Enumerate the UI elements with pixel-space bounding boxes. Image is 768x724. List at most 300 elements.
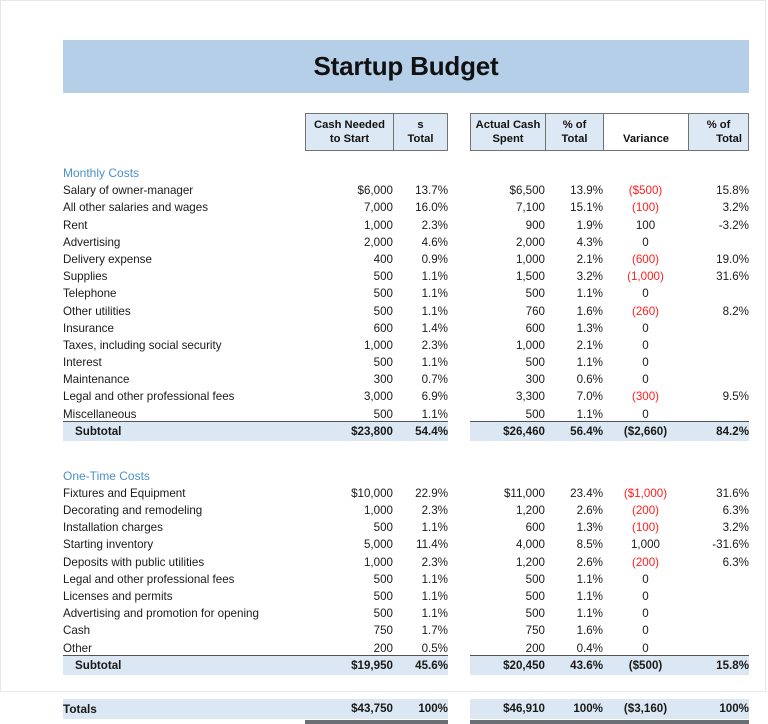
totals-row bbox=[63, 699, 749, 719]
subtotal-pct-total: 54.4% bbox=[393, 421, 448, 441]
spacer-cell bbox=[545, 153, 603, 162]
cell-cash-needed: $6,000 bbox=[357, 184, 393, 198]
spacer-cell bbox=[688, 675, 749, 699]
header-gap-spacer bbox=[448, 113, 470, 153]
table-row bbox=[63, 637, 749, 655]
column-header-1 bbox=[305, 113, 393, 151]
spacer-cell bbox=[63, 153, 305, 162]
column-header-r1 bbox=[470, 113, 545, 151]
table-row bbox=[63, 569, 749, 586]
section-gap-row bbox=[63, 441, 749, 465]
cell-cash-needed: 200 bbox=[373, 641, 393, 655]
cell-cash-needed: 400 bbox=[373, 252, 393, 266]
cell-cash-needed: 3,000 bbox=[363, 390, 393, 404]
section-title: One-Time Costs bbox=[63, 468, 150, 483]
spacer-cell bbox=[305, 675, 393, 699]
header-gap-row bbox=[63, 153, 749, 162]
row-label: Decorating and remodeling bbox=[63, 504, 203, 517]
cell-cash-needed: 1,000 bbox=[363, 218, 393, 232]
spacer-cell bbox=[393, 675, 448, 699]
table-row bbox=[63, 318, 749, 335]
cell-variance-pct bbox=[688, 603, 749, 620]
cell-actual-spent: 750 bbox=[525, 624, 545, 638]
cell-actual-spent: 500 bbox=[525, 287, 545, 301]
cell-variance: 0 bbox=[642, 338, 649, 352]
cell-actual-spent: 1,000 bbox=[515, 338, 545, 352]
gap-cell bbox=[448, 517, 470, 534]
row-label: Legal and other professional fees bbox=[63, 572, 235, 586]
cell-variance: 0 bbox=[642, 235, 649, 249]
cell-actual-pct: 1.1% bbox=[576, 356, 603, 370]
subtotal-label: Subtotal bbox=[63, 655, 305, 675]
subtotal-actual-spent: $26,460 bbox=[470, 421, 545, 441]
cell-variance: 100 bbox=[635, 218, 656, 232]
cell-actual-pct: 2.6% bbox=[576, 555, 603, 569]
cell-pct-total: 1.1% bbox=[421, 589, 448, 603]
cell-variance: 1,000 bbox=[630, 538, 660, 552]
rule bbox=[393, 720, 448, 724]
rule bbox=[545, 720, 603, 724]
gap-cell bbox=[448, 232, 470, 249]
header-line2: Total bbox=[407, 133, 434, 146]
cell-variance-pct bbox=[688, 369, 749, 386]
cell-actual-pct: 1.6% bbox=[576, 624, 603, 638]
spacer-cell bbox=[305, 441, 393, 465]
header-line1 bbox=[604, 118, 688, 132]
cell-pct-total: 2.3% bbox=[421, 504, 448, 517]
table-row bbox=[63, 180, 749, 197]
row-label: Delivery expense bbox=[63, 252, 152, 266]
cell-variance-pct bbox=[688, 335, 749, 352]
totals-gap-row bbox=[63, 675, 749, 699]
row-label: Legal and other professional fees bbox=[63, 390, 235, 404]
cell-variance-pct bbox=[688, 637, 749, 655]
subtotal-variance-pct: 15.8% bbox=[688, 655, 749, 675]
row-label: Maintenance bbox=[63, 373, 130, 387]
spacer-cell bbox=[545, 441, 603, 465]
cell-actual-spent: 760 bbox=[525, 304, 545, 318]
row-label: Insurance bbox=[63, 321, 114, 335]
cell-variance: 0 bbox=[642, 607, 649, 621]
cell-actual-spent: 600 bbox=[525, 521, 545, 535]
row-label: Taxes, including social security bbox=[63, 338, 222, 352]
cell-actual-spent: 500 bbox=[525, 356, 545, 370]
cell-pct-total: 6.9% bbox=[421, 390, 448, 404]
header-line2: Variance bbox=[622, 133, 670, 146]
cell-pct-total: 2.3% bbox=[421, 555, 448, 569]
gap-cell bbox=[448, 300, 470, 317]
cell-variance-pct bbox=[688, 403, 749, 421]
header-label-spacer bbox=[63, 113, 305, 153]
table-row bbox=[63, 352, 749, 369]
table-row bbox=[63, 335, 749, 352]
cell-cash-needed: 300 bbox=[373, 373, 393, 387]
gap-cell bbox=[448, 249, 470, 266]
row-label: Salary of owner-manager bbox=[63, 184, 194, 198]
cell-variance-pct bbox=[688, 318, 749, 335]
totals-rule-spacer bbox=[63, 719, 305, 724]
cell-pct-total: 1.1% bbox=[421, 521, 448, 535]
section-empty-cell bbox=[470, 465, 545, 483]
gap-cell bbox=[448, 369, 470, 386]
gap-cell bbox=[448, 637, 470, 655]
cell-cash-needed: 500 bbox=[373, 607, 393, 621]
cell-actual-pct: 3.2% bbox=[576, 270, 603, 284]
cell-variance: (300) bbox=[631, 390, 660, 404]
totals-underline-row bbox=[63, 719, 749, 724]
cell-actual-spent: 600 bbox=[525, 321, 545, 335]
cell-variance: (1,000) bbox=[627, 270, 664, 284]
section-empty-cell bbox=[393, 465, 448, 483]
row-label: Starting inventory bbox=[63, 538, 154, 552]
totals-pct-total: 100% bbox=[393, 699, 448, 719]
subtotal-cash-needed: $19,950 bbox=[305, 655, 393, 675]
header-line1: Actual Cash bbox=[475, 119, 541, 131]
spacer-cell bbox=[448, 441, 470, 465]
cell-actual-spent: 7,100 bbox=[515, 201, 545, 215]
cell-variance: 0 bbox=[642, 321, 649, 335]
rule-blank bbox=[448, 721, 470, 724]
spacer-cell bbox=[63, 441, 305, 465]
table-row bbox=[63, 283, 749, 300]
section-empty-cell bbox=[448, 162, 470, 180]
cell-variance: (260) bbox=[631, 304, 660, 318]
table-row bbox=[63, 517, 749, 534]
table-row bbox=[63, 534, 749, 551]
cell-pct-total: 16.0% bbox=[415, 201, 448, 215]
cell-actual-pct: 8.5% bbox=[576, 538, 603, 552]
cell-variance-pct bbox=[688, 283, 749, 300]
gap-cell bbox=[448, 655, 470, 675]
cell-actual-spent: 2,000 bbox=[515, 235, 545, 249]
cell-actual-spent: 1,500 bbox=[515, 270, 545, 284]
subtotal-row bbox=[63, 421, 749, 441]
row-label: Licenses and permits bbox=[63, 589, 173, 603]
spacer-cell bbox=[545, 675, 603, 699]
cell-variance-pct: 6.3% bbox=[722, 504, 749, 517]
header-line2: Total bbox=[716, 133, 742, 146]
row-label: Rent bbox=[63, 218, 88, 232]
spacer-cell bbox=[470, 441, 545, 465]
section-empty-cell bbox=[603, 162, 688, 180]
row-label: Advertising bbox=[63, 235, 121, 249]
spacer-cell bbox=[470, 675, 545, 699]
table-row bbox=[63, 300, 749, 317]
section-empty-cell bbox=[305, 465, 393, 483]
rule bbox=[688, 720, 749, 724]
cell-actual-pct: 1.1% bbox=[576, 407, 603, 421]
column-header-2 bbox=[393, 113, 448, 151]
cell-pct-total: 1.4% bbox=[421, 321, 448, 335]
cell-pct-total: 0.5% bbox=[421, 641, 448, 655]
cell-actual-pct: 1.9% bbox=[576, 218, 603, 232]
totals-rule-left bbox=[393, 719, 448, 724]
cell-actual-pct: 13.9% bbox=[570, 184, 603, 198]
gap-cell bbox=[448, 266, 470, 283]
header-line1: s bbox=[417, 119, 424, 131]
cell-variance-pct bbox=[688, 586, 749, 603]
gap-cell bbox=[448, 318, 470, 335]
spacer-cell bbox=[305, 153, 393, 162]
gap-cell bbox=[448, 386, 470, 403]
spacer-cell bbox=[63, 675, 305, 699]
cell-variance: (100) bbox=[631, 521, 660, 535]
totals-rule-right bbox=[688, 719, 749, 724]
spacer-cell bbox=[393, 441, 448, 465]
gap-cell bbox=[448, 421, 470, 441]
table-row bbox=[63, 483, 749, 500]
subtotal-label: Subtotal bbox=[63, 421, 305, 441]
cell-variance-pct bbox=[688, 352, 749, 369]
cell-cash-needed: 2,000 bbox=[363, 235, 393, 249]
cell-cash-needed: 600 bbox=[373, 321, 393, 335]
cell-variance-pct: 8.2% bbox=[722, 304, 749, 318]
cell-actual-pct: 1.6% bbox=[576, 304, 603, 318]
section-empty-cell bbox=[688, 162, 749, 180]
gap-cell bbox=[448, 551, 470, 568]
subtotal-actual-pct: 56.4% bbox=[545, 421, 603, 441]
cell-variance-pct bbox=[688, 232, 749, 249]
page-title: Startup Budget bbox=[313, 51, 499, 81]
cell-actual-pct: 0.4% bbox=[576, 641, 603, 655]
cell-actual-spent: 1,200 bbox=[515, 555, 545, 569]
cell-pct-total: 1.1% bbox=[421, 407, 448, 421]
cell-cash-needed: 500 bbox=[373, 589, 393, 603]
spacer-cell bbox=[393, 153, 448, 162]
row-label: Telephone bbox=[63, 287, 117, 301]
totals-actual-pct: 100% bbox=[545, 699, 603, 719]
cell-pct-total: 2.3% bbox=[421, 338, 448, 352]
column-header-r3 bbox=[603, 113, 688, 151]
totals-variance-pct: 100% bbox=[688, 699, 749, 719]
row-label: Installation charges bbox=[63, 521, 163, 535]
section-empty-cell bbox=[393, 162, 448, 180]
row-label: All other salaries and wages bbox=[63, 201, 209, 215]
spacer-cell bbox=[470, 153, 545, 162]
row-label: Other bbox=[63, 641, 92, 655]
subtotal-pct-total: 45.6% bbox=[393, 655, 448, 675]
cell-actual-pct: 1.1% bbox=[576, 607, 603, 621]
cell-actual-pct: 2.1% bbox=[576, 252, 603, 266]
cell-variance: (200) bbox=[631, 555, 660, 569]
cell-pct-total: 13.7% bbox=[415, 184, 448, 198]
cell-variance-pct: -31.6% bbox=[712, 538, 749, 552]
cell-actual-pct: 1.3% bbox=[576, 521, 603, 535]
totals-rule-gap bbox=[448, 719, 470, 724]
cell-cash-needed: 500 bbox=[373, 521, 393, 535]
table-row bbox=[63, 197, 749, 214]
cell-actual-pct: 1.1% bbox=[576, 287, 603, 301]
row-label: Other utilities bbox=[63, 304, 131, 318]
spacer-cell bbox=[688, 153, 749, 162]
cell-variance-pct bbox=[688, 569, 749, 586]
cell-cash-needed: 1,000 bbox=[363, 338, 393, 352]
cell-variance-pct: 19.0% bbox=[716, 252, 749, 266]
header-row bbox=[63, 113, 749, 153]
totals-rule-right bbox=[603, 719, 688, 724]
header-line1: % of bbox=[562, 119, 587, 131]
section-empty-cell bbox=[603, 465, 688, 483]
cell-variance: (100) bbox=[631, 201, 660, 215]
cell-actual-spent: 500 bbox=[525, 572, 545, 586]
gap-cell bbox=[448, 214, 470, 231]
spacer-cell bbox=[448, 153, 470, 162]
cell-pct-total: 1.1% bbox=[421, 572, 448, 586]
cell-cash-needed: 1,000 bbox=[363, 555, 393, 569]
cell-variance-pct: 3.2% bbox=[722, 201, 749, 215]
cell-variance-pct bbox=[688, 620, 749, 637]
cell-pct-total: 22.9% bbox=[415, 486, 448, 500]
cell-actual-pct: 2.1% bbox=[576, 338, 603, 352]
table-row bbox=[63, 620, 749, 637]
cell-pct-total: 4.6% bbox=[421, 235, 448, 249]
section-empty-cell bbox=[448, 465, 470, 483]
cell-cash-needed: 500 bbox=[373, 407, 393, 421]
spacer-cell bbox=[603, 675, 688, 699]
cell-actual-pct: 4.3% bbox=[576, 235, 603, 249]
totals-cash-needed: $43,750 bbox=[305, 699, 393, 719]
spacer-cell bbox=[688, 441, 749, 465]
cell-actual-spent: 3,300 bbox=[515, 390, 545, 404]
totals-label: Totals bbox=[63, 699, 305, 719]
subtotal-variance: ($2,660) bbox=[603, 421, 688, 441]
gap-cell bbox=[448, 335, 470, 352]
gap-cell bbox=[448, 586, 470, 603]
cell-actual-spent: 1,200 bbox=[515, 504, 545, 517]
gap-cell bbox=[448, 569, 470, 586]
cell-actual-spent: 300 bbox=[525, 373, 545, 387]
table-row bbox=[63, 249, 749, 266]
cell-actual-pct: 1.3% bbox=[576, 321, 603, 335]
cell-actual-spent: 500 bbox=[525, 607, 545, 621]
header-line1: Cash Needed bbox=[314, 119, 385, 131]
cell-actual-pct: 23.4% bbox=[570, 486, 603, 500]
section-header-row bbox=[63, 162, 749, 180]
section-empty-cell bbox=[305, 162, 393, 180]
gap-cell bbox=[448, 197, 470, 214]
totals-rule-right bbox=[545, 719, 603, 724]
cell-pct-total: 1.1% bbox=[421, 356, 448, 370]
cell-variance: 0 bbox=[642, 572, 649, 586]
cell-actual-spent: $6,500 bbox=[509, 184, 545, 198]
cell-pct-total: 2.3% bbox=[421, 218, 448, 232]
table-row bbox=[63, 386, 749, 403]
rule bbox=[603, 720, 688, 724]
cell-variance-pct: -3.2% bbox=[718, 218, 749, 232]
cell-variance: (200) bbox=[631, 504, 660, 517]
cell-actual-spent: $11,000 bbox=[503, 486, 545, 500]
cell-cash-needed: 500 bbox=[373, 270, 393, 284]
section-empty-cell bbox=[545, 465, 603, 483]
cell-cash-needed: 750 bbox=[373, 624, 393, 638]
cell-cash-needed: 7,000 bbox=[363, 201, 393, 215]
gap-cell bbox=[448, 620, 470, 637]
header-line2: to Start bbox=[329, 133, 370, 146]
spacer-cell bbox=[603, 153, 688, 162]
rule bbox=[470, 720, 545, 724]
row-label: Miscellaneous bbox=[63, 407, 137, 421]
cell-variance-pct: 6.3% bbox=[722, 555, 749, 569]
cell-cash-needed: 500 bbox=[373, 572, 393, 586]
totals-rule-left bbox=[305, 719, 393, 724]
header-line2: Total bbox=[561, 133, 588, 146]
cell-actual-spent: 500 bbox=[525, 589, 545, 603]
cell-cash-needed: 500 bbox=[373, 304, 393, 318]
row-label: Supplies bbox=[63, 270, 108, 284]
section-empty-cell bbox=[545, 162, 603, 180]
gap-cell bbox=[448, 534, 470, 551]
cell-pct-total: 0.7% bbox=[421, 373, 448, 387]
header-line1: % of bbox=[706, 119, 731, 131]
title-band bbox=[63, 40, 749, 93]
subtotal-cash-needed: $23,800 bbox=[305, 421, 393, 441]
cell-pct-total: 1.1% bbox=[421, 287, 448, 301]
totals-actual-spent: $46,910 bbox=[470, 699, 545, 719]
gap-cell bbox=[448, 403, 470, 421]
cell-actual-pct: 1.1% bbox=[576, 572, 603, 586]
cell-pct-total: 0.9% bbox=[421, 252, 448, 266]
section-empty-cell bbox=[688, 465, 749, 483]
cell-variance: ($500) bbox=[628, 184, 663, 198]
subtotal-actual-spent: $20,450 bbox=[470, 655, 545, 675]
cell-variance: 0 bbox=[642, 287, 649, 301]
cell-variance: (600) bbox=[631, 252, 660, 266]
cell-actual-pct: 0.6% bbox=[576, 373, 603, 387]
cell-actual-spent: 900 bbox=[525, 218, 545, 232]
cell-variance: 0 bbox=[642, 641, 649, 655]
table-row bbox=[63, 500, 749, 517]
subtotal-actual-pct: 43.6% bbox=[545, 655, 603, 675]
cell-actual-pct: 7.0% bbox=[576, 390, 603, 404]
table-row bbox=[63, 369, 749, 386]
table-row bbox=[63, 551, 749, 568]
cell-cash-needed: 500 bbox=[373, 287, 393, 301]
subtotal-variance-pct: 84.2% bbox=[688, 421, 749, 441]
cell-pct-total: 1.1% bbox=[421, 607, 448, 621]
cell-variance: 0 bbox=[642, 624, 649, 638]
cell-cash-needed: $10,000 bbox=[351, 486, 393, 500]
section-title: Monthly Costs bbox=[63, 166, 140, 180]
totals-rule-right bbox=[470, 719, 545, 724]
cell-actual-pct: 15.1% bbox=[570, 201, 603, 215]
rule bbox=[305, 720, 393, 724]
cell-variance: 0 bbox=[642, 373, 649, 387]
gap-cell bbox=[448, 699, 470, 719]
spacer-cell bbox=[603, 441, 688, 465]
table-row bbox=[63, 586, 749, 603]
table-row bbox=[63, 266, 749, 283]
row-label: Deposits with public utilities bbox=[63, 555, 205, 569]
cell-cash-needed: 1,000 bbox=[363, 504, 393, 517]
cell-actual-spent: 500 bbox=[525, 407, 545, 421]
row-label: Interest bbox=[63, 356, 102, 370]
cell-variance-pct: 9.5% bbox=[722, 390, 749, 404]
row-label: Advertising and promotion for opening bbox=[63, 607, 259, 621]
gap-cell bbox=[448, 483, 470, 500]
cell-variance: 0 bbox=[642, 356, 649, 370]
cell-variance-pct: 31.6% bbox=[716, 486, 749, 500]
cell-cash-needed: 5,000 bbox=[363, 538, 393, 552]
cell-actual-pct: 2.6% bbox=[576, 504, 603, 517]
column-header-r2 bbox=[545, 113, 603, 151]
gap-cell bbox=[448, 283, 470, 300]
section-empty-cell bbox=[470, 162, 545, 180]
table-row bbox=[63, 232, 749, 249]
table-row bbox=[63, 603, 749, 620]
gap-cell bbox=[448, 180, 470, 197]
row-label: Fixtures and Equipment bbox=[63, 486, 186, 500]
table-row bbox=[63, 403, 749, 421]
